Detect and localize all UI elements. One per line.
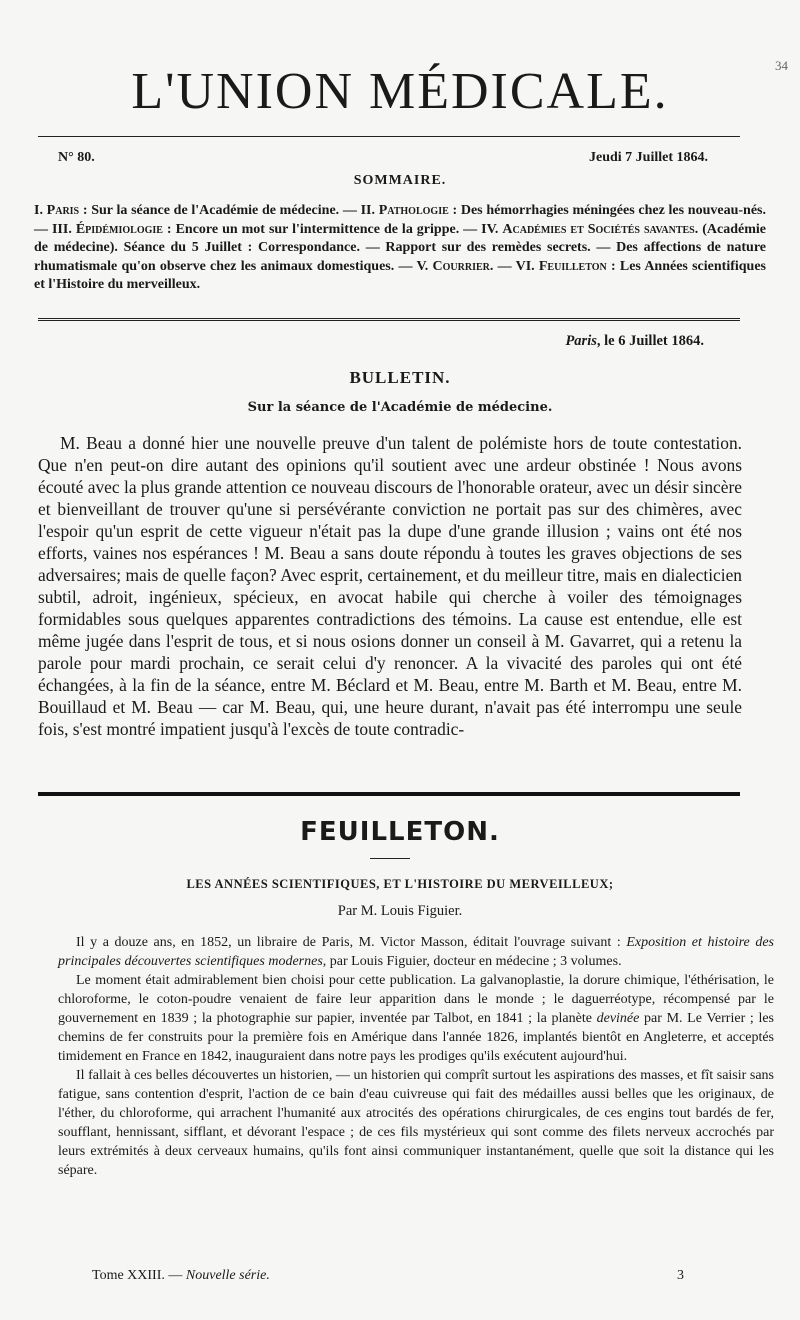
top-corner-number: 34: [775, 58, 788, 73]
feuilleton-p1-a: Il y a douze ans, en 1852, un libraire de Paris, M. Victor Masson, éditait l'ouvrage suivant :: [76, 935, 627, 950]
dateline: [565, 333, 704, 350]
issue-number: N° 80.: [58, 150, 95, 165]
footer-page-number: 3: [677, 1268, 684, 1283]
sommaire-v-text: — VI.: [493, 258, 539, 274]
feuilleton-author: Par M. Louis Figuier.: [337, 903, 463, 919]
sommaire-rule: [38, 318, 740, 321]
sommaire-iii-label: Épidémiologie: [75, 221, 163, 237]
page-footer: [92, 1268, 684, 1284]
footer-tome: [92, 1268, 270, 1284]
sommaire-vi-text: : Les Années scientifiques et l'Histoire du merveilleux.: [34, 258, 766, 292]
sommaire-text: [34, 202, 766, 295]
sommaire-iv-text: (Académie de médecine). Séance du 5 Juillet : Correspondance. — Rapport sur des remèdes secrets. — Des affections de nature rhumatismale qu'on observe chez les animaux domestiques. — V.: [34, 221, 766, 274]
feuilleton-p2-a: Le moment était admirablement bien choisi pour cette publication. La galvanoplastie, la dorure chimique, l'éthérisation, le chloroforme, le coton-poudre venaient de faire leur apparition dans le monde ; le daguerréotype, récompensé par le gouvernement en 1839 ; la photographie sur papier, inventée par Talbot, en 1841 ; la planète: [58, 973, 774, 1026]
masthead-title: L'UNION MÉDICALE.: [131, 63, 669, 120]
issue-row: [58, 150, 708, 166]
bulletin-subtitle: Sur la séance de l'Académie de médecine.: [247, 400, 553, 415]
issue-date: Jeudi 7 Juillet 1864.: [588, 150, 708, 165]
sommaire-i-text: : Sur la séance de l'Académie de médecine. — II.: [79, 203, 379, 218]
feuilleton-p2-b: par M. Le Verrier ; les chemins de fer construits pour la première fois en Amérique dans l'année 1826, implantés bientôt en Angleterre, et acceptés timidement en France en 1842, inauguraient dans notre pays les prodiges qu'ils exécutent aujourd'hui.: [58, 1011, 775, 1064]
bulletin-body: [38, 432, 742, 740]
masthead-rule: [38, 136, 740, 137]
sommaire-vi-label: Feuilleton: [538, 258, 607, 274]
bulletin-title: BULLETIN.: [349, 368, 451, 387]
dateline-date: , le 6 Juillet 1864.: [596, 333, 704, 349]
dateline-place: Paris: [565, 333, 597, 349]
feuilleton-p2-italic: devinée: [596, 1011, 640, 1026]
sommaire-iv-label: Académies et Sociétés savantes.: [502, 221, 699, 237]
feuilleton-paragraph-2: [58, 971, 774, 1066]
sommaire-v-label: Courrier.: [432, 258, 494, 274]
sommaire-i-label: Paris: [46, 203, 80, 218]
sommaire-title: SOMMAIRE.: [353, 173, 447, 188]
feuilleton-separator: [38, 792, 740, 796]
feuilleton-p1-b: , par Louis Figuier, docteur en médecine ; 3 volumes.: [322, 954, 622, 969]
feuilleton-title: FEUILLETON.: [300, 817, 500, 847]
bulletin-paragraph: M. Beau a donné hier une nouvelle preuve d'un talent de polémiste hors de toute contestation. Que n'en peut-on dire autant des opinions qu'il soutient avec une ardeur obstinée ! Nous avons écouté avec la plus grande attention ce nouveau discours de l'honorable orateur, avec un désir sincère et bienveillant de trouver qu'une si persévérante conviction ne portait pas sur des chimères, avec l'espoir qu'un esprit de cette vigueur n'était pas la dupe d'une grande illusion ; vains ont été nos efforts, vaines nos espérances ! M. Beau a sans doute répondu à toutes les graves objections de ses adversaires; mais de quelle façon? Avec esprit, certainement, et du meilleur titre, mais en dialecticien subtil, adroit, ingénieux, spécieux, en avocat habile qui cherche à voiler des témoignages formidables sous quelques apparentes contradictions des témoins. La cause est entendue, elle est même jugée dans l'esprit de tous, et si nous osions donner un conseil à M. Gavarret, qui a retenu la parole pour mardi prochain, ce serait celui d'y renoncer. A la vivacité des paroles qui ont été échangées, à la fin de la séance, entre M. Béclard et M. Beau, entre M. Barth et M. Beau, entre M. Bouillaud et M. Beau — car M. Beau, qui, une heure durant, n'avait pas été interrompu une seule fois, s'est montré impatient jusqu'à l'excès de toute contradic-: [38, 433, 742, 739]
feuilleton-heading: LES ANNÉES SCIENTIFIQUES, ET L'HISTOIRE DU MERVEILLEUX;: [186, 877, 614, 891]
sommaire-ii-label: Pathologie: [378, 203, 449, 218]
sommaire-ii-text: : Des hémorrhagies méningées chez les nouveau-nés. — III.: [34, 203, 766, 237]
feuilleton-body: [58, 933, 774, 1180]
footer-tome-text: Tome XXIII. —: [92, 1268, 186, 1283]
feuilleton-short-rule: [370, 858, 410, 859]
feuilleton-paragraph-3: Il fallait à ces belles découvertes un historien, — un historien qui comprît surtout les aspirations des masses, et fît saisir sans fatigue, sans contention d'esprit, l'action de ce bain d'eau cuivreuse qui fait des médailles aussi belles que les originaux, de l'éther, du chloroforme, qui arrachent l'humanité aux atrocités des opérations chirurgicales, de ces engins tout bardés de fer, soufflant, hennissant, sifflant, et dévorant l'espace ; de ces fils mystérieux qui sont comme des filets nerveux accrochés par leurs extrémités à deux cerveaux humains, qu'ils font ainsi communiquer instantanément, quelle que soit la distance qui les sépare.: [58, 1068, 774, 1178]
feuilleton-paragraph-1: [58, 933, 774, 971]
sommaire-i-num: I.: [34, 203, 47, 218]
footer-series: Nouvelle série.: [185, 1268, 270, 1283]
sommaire-iii-text: : Encore un mot sur l'intermittence de la grippe. — IV.: [162, 221, 503, 237]
feuilleton-p1-italic: Exposition et histoire des principales découvertes scientifiques modernes: [58, 935, 774, 969]
